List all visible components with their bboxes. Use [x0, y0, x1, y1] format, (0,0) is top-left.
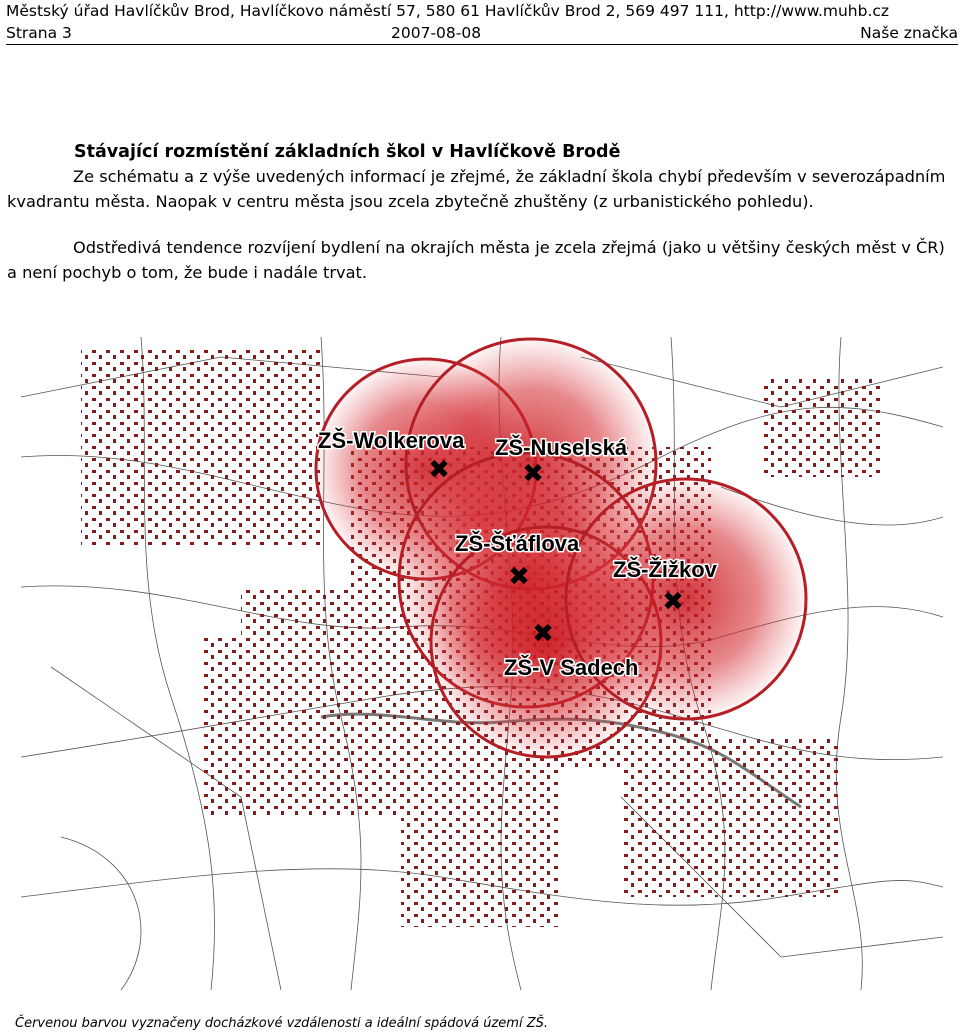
header-reference: Naše značka: [860, 24, 958, 42]
school-label-v-sadech: ZŠ-V Sadech: [504, 655, 639, 680]
school-catchment-map: [21, 337, 943, 990]
school-label-staflova: ZŠ-Šťáflova: [455, 531, 580, 556]
school-marker-zizkov: ✖: [662, 587, 684, 617]
map-caption: Červenou barvou vyznačeny docházkové vzdálenosti a ideální spádová území ZŠ.: [15, 1016, 548, 1031]
paragraph-2-text: Odstředivá tendence rozvíjení bydlení na okrajích města je zcela zřejmá (jako u většiny českých měst v ČR) a není pochyb o tom, že bude i nadále trvat.: [7, 238, 945, 282]
paragraph-2: [7, 236, 955, 285]
catchment-circle-zizkov: [566, 479, 806, 719]
school-marker-nuselska: ✖: [522, 459, 544, 489]
paragraph-1: [7, 165, 955, 214]
school-label-nuselska: ZŠ-Nuselská: [495, 435, 628, 460]
school-label-zizkov: ZŠ-Žižkov: [613, 557, 717, 582]
page-header: [6, 0, 958, 45]
header-date: 2007-08-08: [391, 24, 482, 42]
header-meta-row: [6, 22, 958, 45]
paragraph-1-text: Ze schématu a z výše uvedených informací je zřejmé, že základní škola chybí především v severozápadním kvadrantu města. Naopak v centru města jsou zcela zbytečně zhuštěny (z urbanistického pohledu).: [7, 167, 946, 211]
header-address: Městský úřad Havlíčkův Brod, Havlíčkovo náměstí 57, 580 61 Havlíčkův Brod 2, 569 497 111, http://www.muhb.cz: [6, 2, 890, 20]
header-address-row: [6, 0, 958, 22]
header-page-number: Strana 3: [6, 24, 72, 42]
section-title: Stávající rozmístění základních škol v Havlíčkově Brodě: [74, 142, 621, 162]
school-marker-v-sadech: ✖: [532, 619, 554, 649]
school-marker-wolkerova: ✖: [428, 455, 450, 485]
school-marker-staflova: ✖: [508, 562, 530, 592]
school-label-wolkerova: ZŠ-Wolkerova: [318, 428, 465, 453]
map-svg: [21, 337, 943, 990]
